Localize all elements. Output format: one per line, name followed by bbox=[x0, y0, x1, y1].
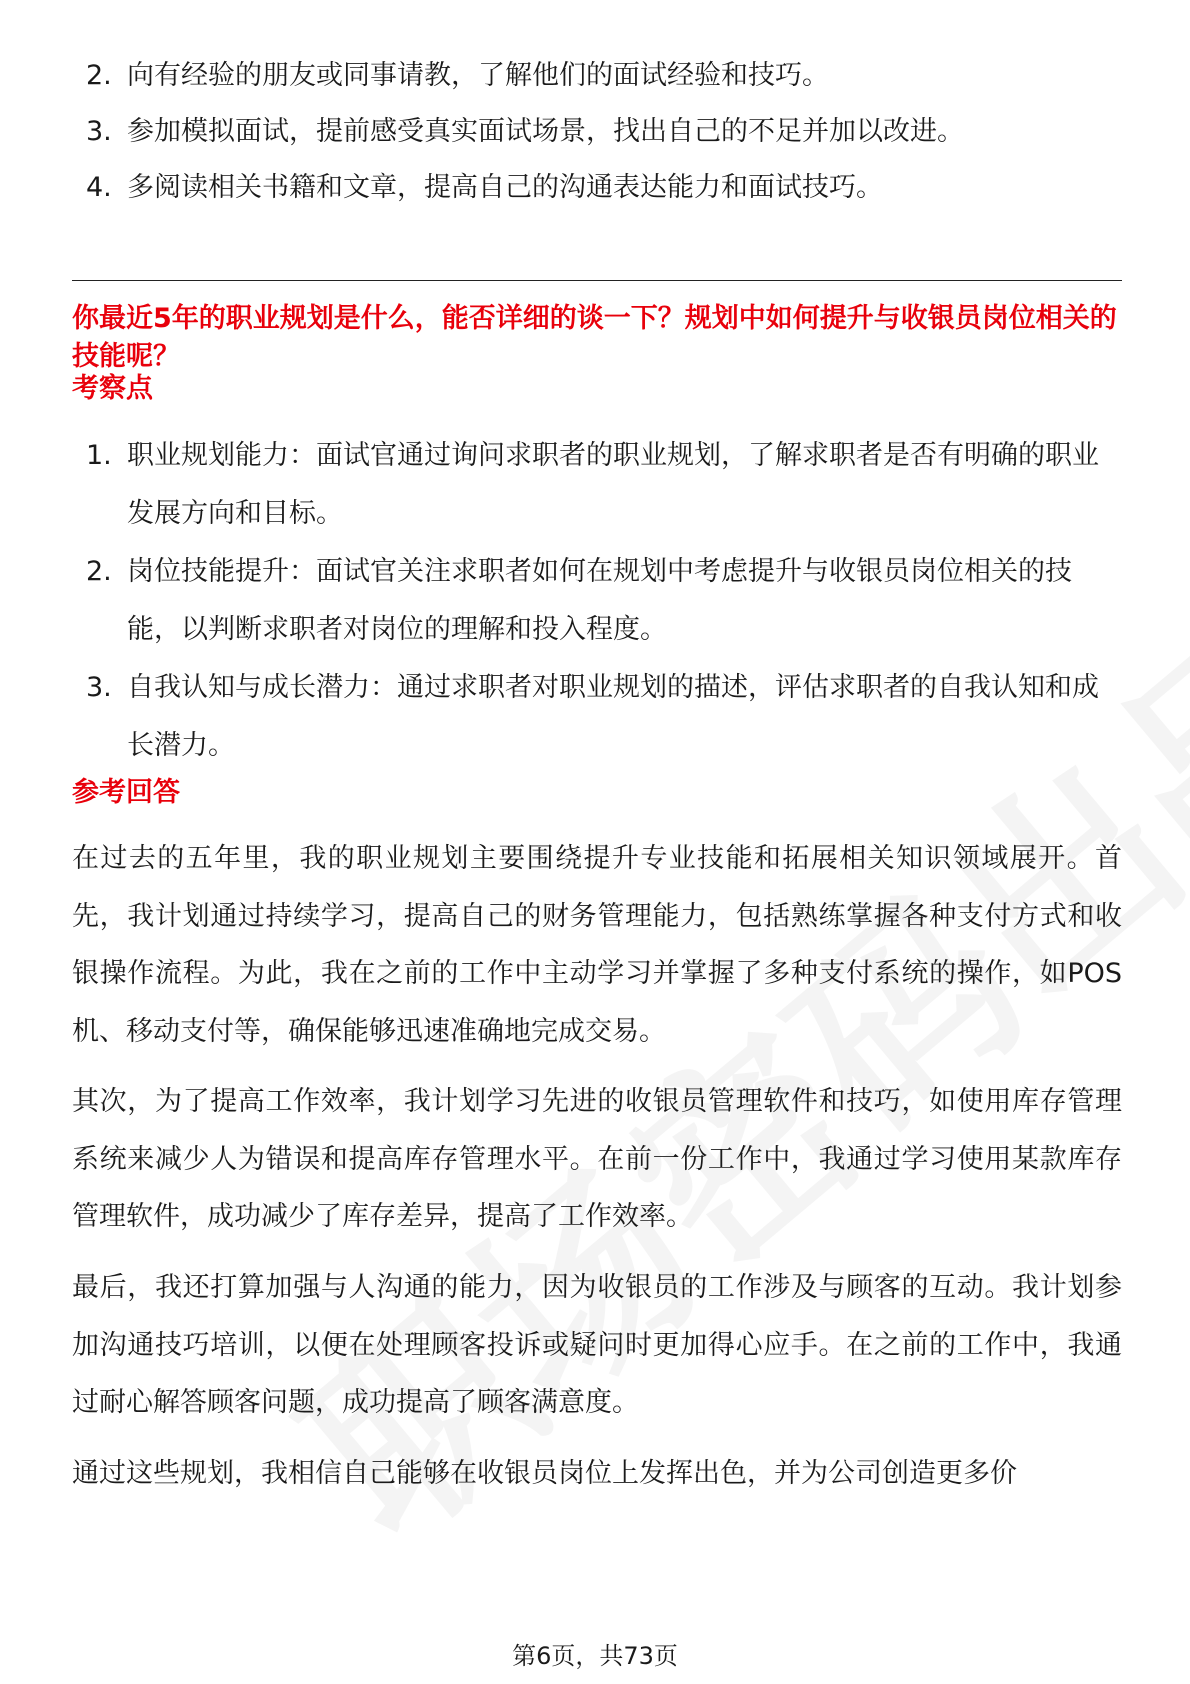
reference-answer-heading: 参考回答 bbox=[72, 777, 180, 808]
list-text: 参加模拟面试，提前感受真实面试场景，找出自己的不足并加以改进。 bbox=[127, 116, 964, 147]
list-item bbox=[72, 659, 1122, 775]
list-number: 3. bbox=[86, 116, 112, 147]
answer-paragraph: 其次，为了提高工作效率，我计划学习先进的收银员管理软件和技巧，如使用库存管理系统来减少人为错误和提高库存管理水平。在前一份工作中，我通过学习使用某款库存管理软件，成功减少了库存差异，提高了工作效率。 bbox=[72, 1086, 1122, 1232]
list-number: 2. bbox=[86, 556, 112, 587]
list-number: 4. bbox=[86, 172, 112, 203]
list-text: 自我认知与成长潜力：通过求职者对职业规划的描述，评估求职者的自我认知和成长潜力。 bbox=[127, 672, 1099, 761]
list-number: 1. bbox=[86, 440, 112, 471]
answer-paragraph: 最后，我还打算加强与人沟通的能力，因为收银员的工作涉及与顾客的互动。我计划参加沟通技巧培训，以便在处理顾客投诉或疑问时更加得心应手。在之前的工作中，我通过耐心解答顾客问题，成功提高了顾客满意度。 bbox=[72, 1272, 1122, 1418]
list-item bbox=[72, 543, 1122, 659]
list-text: 向有经验的朋友或同事请教，了解他们的面试经验和技巧。 bbox=[127, 60, 829, 91]
list-text: 岗位技能提升：面试官关注求职者如何在规划中考虑提升与收银员岗位相关的技能，以判断求职者对岗位的理解和投入程度。 bbox=[127, 556, 1072, 645]
section-divider bbox=[72, 280, 1122, 281]
list-item bbox=[72, 48, 1122, 104]
list-item bbox=[72, 160, 1122, 216]
answer-paragraph: 通过这些规划，我相信自己能够在收银员岗位上发挥出色，并为公司创造更多价 bbox=[72, 1458, 1017, 1489]
list-number: 2. bbox=[86, 60, 112, 91]
exam-points-list bbox=[72, 427, 1122, 775]
list-number: 3. bbox=[86, 672, 112, 703]
tips-list bbox=[72, 48, 1122, 216]
exam-points-heading: 考察点 bbox=[72, 373, 153, 404]
list-item bbox=[72, 427, 1122, 543]
list-text: 多阅读相关书籍和文章，提高自己的沟通表达能力和面试技巧。 bbox=[127, 172, 883, 203]
question-title: 你最近5年的职业规划是什么，能否详细的谈一下？规划中如何提升与收银员岗位相关的技能呢？ bbox=[72, 303, 1117, 372]
list-text: 职业规划能力：面试官通过询问求职者的职业规划，了解求职者是否有明确的职业发展方向和目标。 bbox=[127, 440, 1099, 529]
list-item bbox=[72, 104, 1122, 160]
answer-paragraph: 在过去的五年里，我的职业规划主要围绕提升专业技能和拓展相关知识领域展开。首先，我计划通过持续学习，提高自己的财务管理能力，包括熟练掌握各种支付方式和收银操作流程。为此，我在之前的工作中主动学习并掌握了多种支付系统的操作，如POS机、移动支付等，确保能够迅速准确地完成交易。 bbox=[72, 843, 1122, 1047]
page-footer: 第6页，共73页 bbox=[512, 1642, 678, 1670]
